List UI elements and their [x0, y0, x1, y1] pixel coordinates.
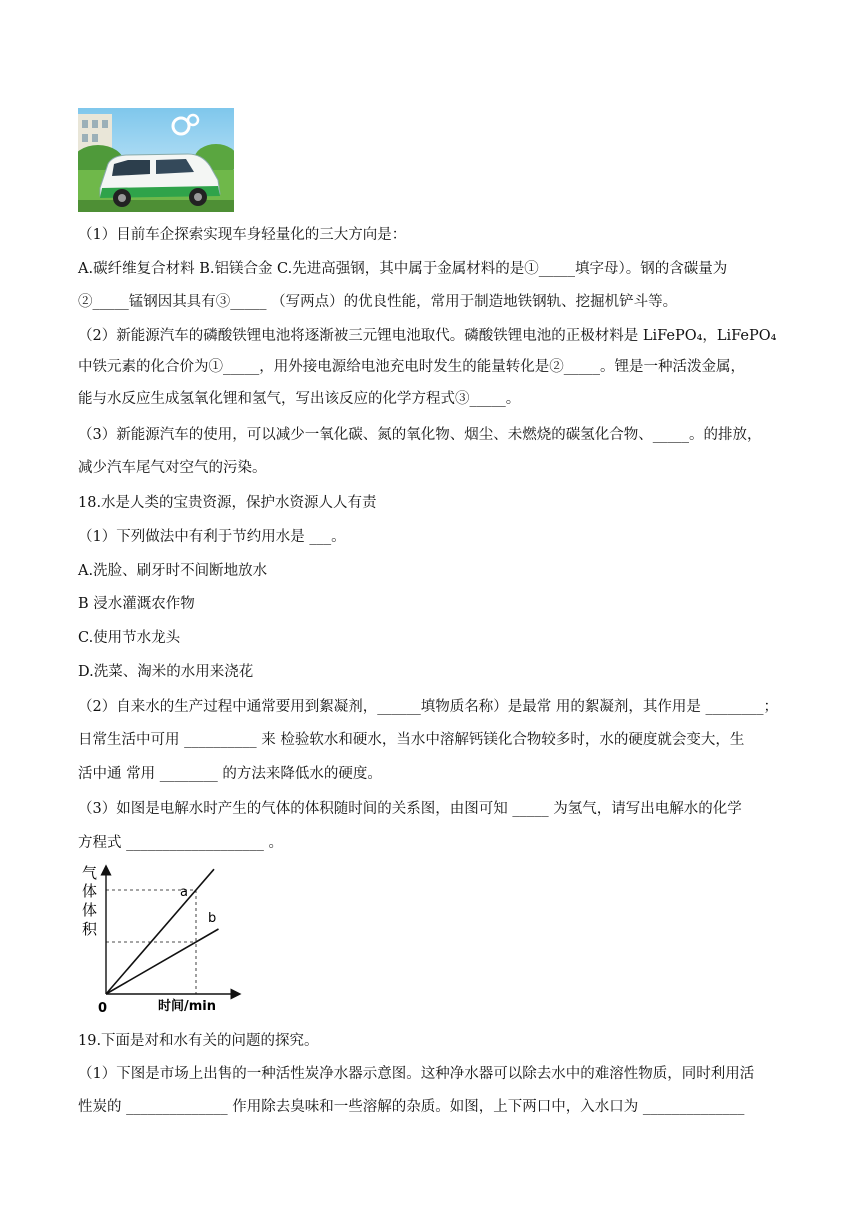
origin-label: 0 [98, 1001, 108, 1016]
van-illustration [78, 108, 234, 212]
series-a-label: a [180, 885, 188, 900]
q17-part1-line1: A.碳纤维复合材料 B.铝镁合金 C.先进高强钢，其中属于金属材料的是①_____填字母）。钢的含碳量为 [78, 261, 728, 277]
q17-part2-line3: 能与水反应生成氢氧化锂和氢气，写出该反应的化学方程式③_____。 [78, 391, 521, 407]
q17-part3-line2: 减少汽车尾气对空气的污染。 [78, 460, 267, 476]
q18-option-a: A.洗脸、刷牙时不间断地放水 [78, 563, 268, 579]
y-label-char-2: 体 [82, 882, 98, 900]
q17-part1-line2: ②_____锰钢因其具有③_____ （写两点）的优良性能，常用于制造地铁钢轨、挖掘机铲斗等。 [78, 294, 678, 310]
q17-part2-line2: 中铁元素的化合价为①_____，用外接电源给电池充电时发生的能量转化是②_____。锂是一种活泼金属， [78, 359, 745, 375]
q18-part3-line2: 方程式 ___________________ 。 [78, 835, 283, 851]
series-b-label: b [208, 911, 217, 926]
q19-part1-line1: （1）下图是市场上出售的一种活性炭净水器示意图。这种净水器可以除去水中的难溶性物质，同时利用活 [78, 1066, 755, 1082]
q18-option-c: C.使用节水龙头 [78, 630, 181, 646]
q17-part2-line1: （2）新能源汽车的磷酸铁锂电池将逐渐被三元锂电池取代。磷酸铁锂电池的正极材料是 LiFePO₄，LiFePO₄ [78, 328, 777, 344]
y-label-char-1: 气 [82, 864, 98, 882]
electric-van-photo [78, 108, 234, 212]
y-label-char-3: 体 [82, 901, 98, 919]
q18-part2-line1: （2）自来水的生产过程中通常要用到絮凝剂，______填物质名称）是最常 用的絮凝剂，其作用是 ________； [78, 699, 778, 715]
q18-title: 18.水是人类的宝贵资源，保护水资源人人有责 [78, 495, 377, 511]
x-axis-label: 时间/min [158, 999, 217, 1014]
series-a-line [106, 869, 217, 994]
y-label-char-4: 积 [82, 920, 98, 938]
q17-part1-intro: （1）目前车企探索实现车身轻量化的三大方向是： [78, 227, 407, 243]
q18-part1-question: （1）下列做法中有利于节约用水是 ___。 [78, 529, 346, 545]
q17-part3-line1: （3）新能源汽车的使用，可以减少一氧化碳、氮的氧化物、烟尘、未燃烧的碳氢化合物、_____。的排放， [78, 427, 762, 443]
q19-title: 19.下面是对和水有关的问题的探究。 [78, 1033, 319, 1049]
q18-option-d: D.洗菜、淘米的水用来浇花 [78, 664, 254, 680]
q18-option-b: B 浸水灌溉农作物 [78, 596, 195, 612]
q18-part2-line2: 日常生活中可用 __________ 来 检验软水和硬水，当水中溶解钙镁化合物较多时，水的硬度就会变大，生 [78, 732, 745, 748]
q19-part1-line2: 性炭的 ______________ 作用除去臭味和一些溶解的杂质。如图，上下两口中，入水口为 ______________ [78, 1099, 745, 1115]
gas-volume-graph [76, 860, 246, 1020]
q18-part2-line3: 活中通 常用 ________ 的方法来降低水的硬度。 [78, 766, 382, 782]
q18-part3-line1: （3）如图是电解水时产生的气体的体积随时间的关系图，由图可知 _____ 为氢气，请写出电解水的化学 [78, 801, 742, 817]
series-b-line [106, 929, 219, 994]
